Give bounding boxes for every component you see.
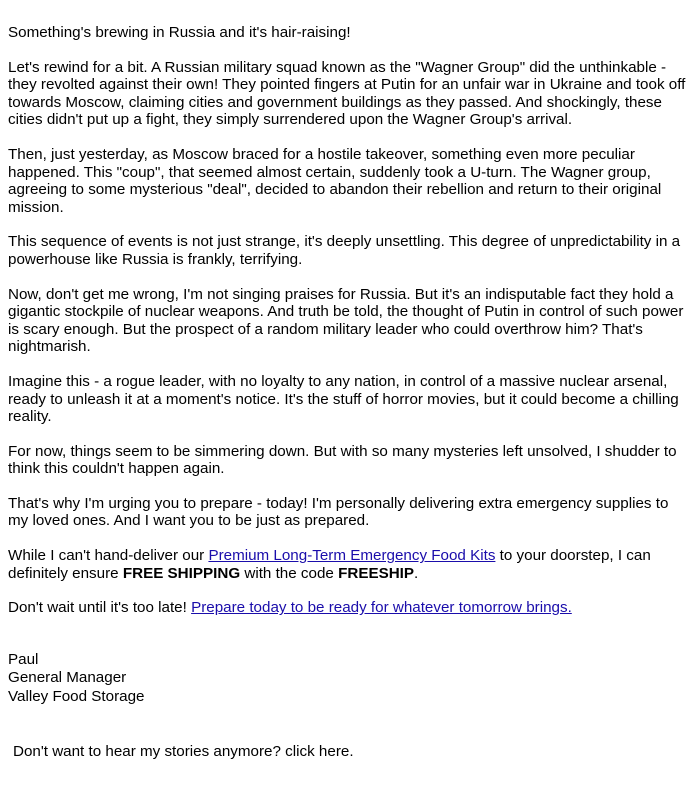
paragraph-rogue-leader: Imagine this - a rogue leader, with no loyalty to any nation, in control of a massive nuclear arsenal, ready to unleash it at a moment's notice. It's the stuff of horror movies, but it could become a chilling reality. bbox=[8, 372, 679, 426]
signature-company: Valley Food Storage bbox=[8, 687, 145, 705]
offer-prefix: While I can't hand-deliver our bbox=[8, 547, 209, 565]
offer-middle: to your doorstep, I can definitely ensure bbox=[8, 547, 651, 582]
headline: Something's brewing in Russia and it's hair-raising! bbox=[8, 24, 351, 41]
signature-title: General Manager bbox=[8, 669, 127, 687]
paragraph-coup-u-turn: Then, just yesterday, as Moscow braced for a hostile takeover, something even more peculiar happened. This "coup", that seemed almost certain, suddenly took a U-turn. The Wagner group, agreeing to some mysterious "deal", decided to abandon their rebellion and return to their original mission. bbox=[8, 145, 662, 216]
paragraph-urging-prepare: That's why I'm urging you to prepare - today! I'm personally delivering extra emergency supplies to my loved ones. And I want you to be just as prepared. bbox=[8, 494, 669, 530]
free-shipping-text: FREE SHIPPING bbox=[122, 564, 241, 582]
paragraph-wagner-revolt: Let's rewind for a bit. A Russian military squad known as the "Wagner Group" did the unthinkable - they revolted against their own! They pointed fingers at Putin for an unfair war in Ukraine and took off towards Moscow, claiming cities and government buildings as they passed. And shockingly, these cities didn't put up a fight, they simply surrendered upon the Wagner Group's arrival. bbox=[8, 58, 686, 129]
food-kits-link[interactable]: Premium Long-Term Emergency Food Kits bbox=[208, 547, 496, 565]
promo-code: FREESHIP bbox=[338, 564, 415, 582]
paragraph-unsettling: This sequence of events is not just strange, it's deeply unsettling. This degree of unpredictability in a powerhouse like Russia is frankly, terrifying. bbox=[8, 233, 681, 268]
cta-prefix: Don't wait until it's too late! bbox=[8, 599, 192, 617]
paragraph-simmering-down: For now, things seem to be simmering down. But with so many mysteries left unsolved, I shudder to think this couldn't happen again. bbox=[8, 442, 677, 478]
unsubscribe-link[interactable]: Don't want to hear my stories anymore? click here. bbox=[13, 743, 354, 761]
signature bbox=[8, 651, 692, 707]
paragraph-nuclear-weapons: Now, don't get me wrong, I'm not singing praises for Russia. But it's an indisputable fact they hold a gigantic stockpile of nuclear weapons. And truth be told, the thought of Putin in control of such power is scary enough. But the prospect of a random military leader who could overthrow him? That's nightmarish. bbox=[8, 285, 684, 356]
offer-end: . bbox=[414, 564, 419, 582]
offer-paragraph bbox=[8, 547, 692, 582]
signature-name: Paul bbox=[8, 650, 39, 668]
cta-paragraph bbox=[8, 599, 692, 617]
prepare-today-link[interactable]: Prepare today to be ready for whatever tomorrow brings. bbox=[191, 599, 572, 617]
offer-code-text: with the code bbox=[240, 564, 339, 582]
